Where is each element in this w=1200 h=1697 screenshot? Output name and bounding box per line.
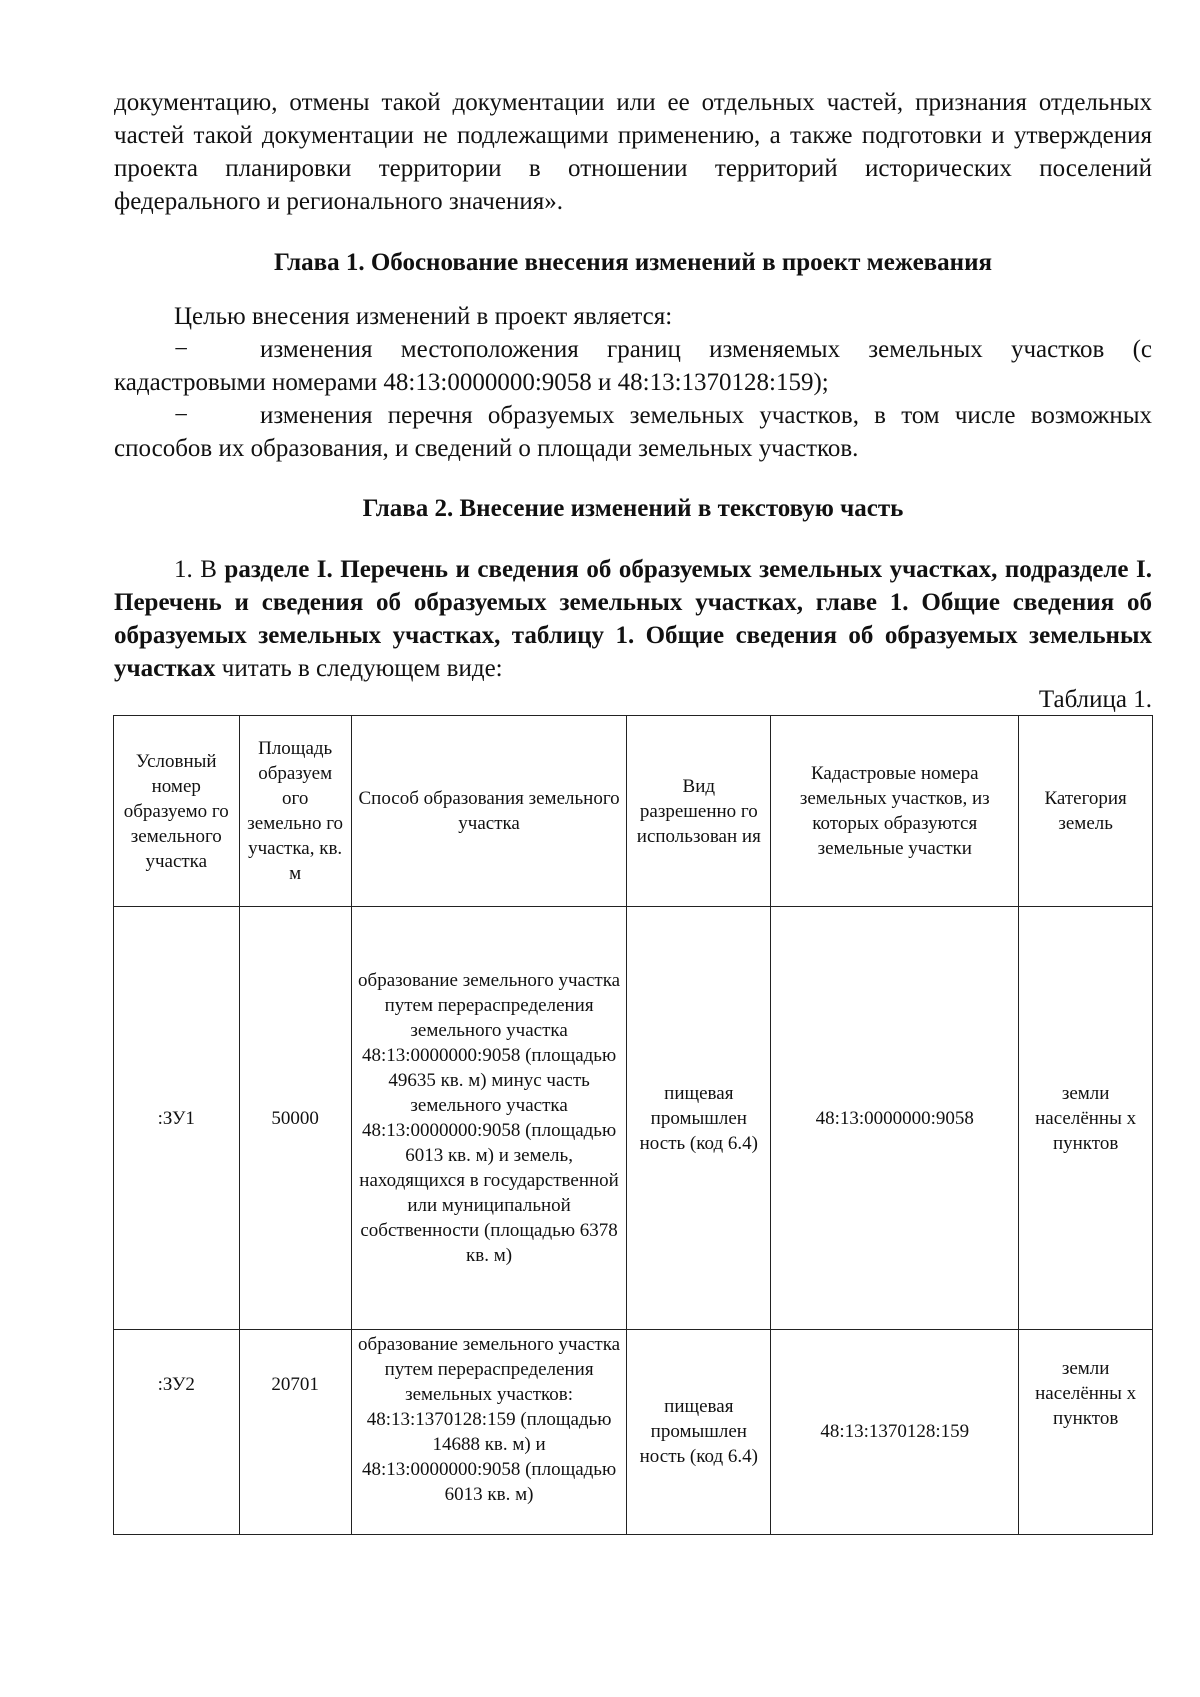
- cell-method: образование земельного участка путем перераспределения земельного участка 48:13:0000000:9058 (площадью 49635 кв. м) минус часть земельного участка 48:13:0000000:9058 (площадью 6013 кв. м) и земель, находящихся в государственной или муниципальной собственности (площадью 6378 кв. м): [351, 907, 627, 1330]
- bullet-item-2: [114, 399, 1152, 465]
- dash-marker: −: [174, 336, 189, 363]
- cell-area: [239, 1330, 351, 1535]
- bullet-item-1: [114, 333, 1152, 399]
- document-page: [114, 86, 1152, 1535]
- chapter2-heading: Глава 2. Внесение изменений в текстовую часть: [362, 495, 904, 522]
- table-row: [114, 907, 1153, 1330]
- cell-cadastral: 48:13:0000000:9058: [771, 907, 1019, 1330]
- cell-plot-id: [114, 1330, 240, 1535]
- bullet-text-1: изменения местоположения границ изменяемых земельных участков (с кадастровыми номерами 48:13:0000000:9058 и 48:13:1370128:159);: [114, 336, 1152, 396]
- para-suffix: читать в следующем виде:: [215, 655, 503, 682]
- dash-marker: −: [174, 402, 189, 429]
- land-plots-table: [113, 715, 1153, 1535]
- cell-category-text: земли населённы х пунктов: [1035, 1358, 1137, 1429]
- cell-use: пищевая промышлен ность (код 6.4): [627, 1330, 771, 1535]
- cell-area-text: 20701: [271, 1374, 319, 1395]
- chapter1-heading: Глава 1. Обоснование внесения изменений в проект межевания: [273, 249, 993, 276]
- goal-sentence: Целью внесения изменений в проект является:: [174, 303, 673, 330]
- section-paragraph: [114, 553, 1152, 685]
- para-prefix: 1. В: [174, 556, 225, 583]
- cell-category: [1019, 1330, 1153, 1535]
- table-row: [114, 1330, 1153, 1535]
- cell-method: образование земельного участка путем перераспределения земельных участков: 48:13:1370128:159 (площадью 14688 кв. м) и 48:13:0000000:9058 (площадью 6013 кв. м): [351, 1330, 627, 1535]
- header-cell-use: Вид разрешенно го использован ия: [627, 716, 771, 907]
- header-cell-number: Условный номер образуемо го земельного участка: [114, 716, 240, 907]
- cell-use: пищевая промышлен ность (код 6.4): [627, 907, 771, 1330]
- bullet-text-2: изменения перечня образуемых земельных участков, в том числе возможных способов их образования, и сведений о площади земельных участков.: [114, 402, 1152, 462]
- cell-category: земли населённы х пунктов: [1019, 907, 1153, 1330]
- cell-plot-id: :ЗУ1: [114, 907, 240, 1330]
- cell-plot-id-text: :ЗУ2: [157, 1374, 195, 1395]
- header-cell-cadastral: Кадастровые номера земельных участков, из которых образуются земельные участки: [771, 716, 1019, 907]
- para-bold-reference: разделе I. Перечень и сведения об образуемых земельных участках, подразделе I. Перечень и сведения об образуемых земельных участках, главе 1. Общие сведения об образуемых земельных участках, таблицу 1. Общие сведения об образуемых земельных участках: [114, 556, 1152, 682]
- table-caption: Таблица 1.: [1038, 686, 1152, 713]
- table-header-row: [114, 716, 1153, 907]
- cell-cadastral: 48:13:1370128:159: [771, 1330, 1019, 1535]
- header-cell-area: Площадь образуем ого земельно го участка, кв. м: [239, 716, 351, 907]
- header-cell-method: Способ образования земельного участка: [351, 716, 627, 907]
- cell-area: 50000: [239, 907, 351, 1330]
- intro-paragraph: документацию, отмены такой документации или ее отдельных частей, признания отдельных частей такой документации не подлежащими применению, а также подготовки и утверждения проекта планировки территории в отношении территорий исторических поселений федерального и регионального значения».: [114, 89, 1152, 215]
- header-cell-category: Категория земель: [1019, 716, 1153, 907]
